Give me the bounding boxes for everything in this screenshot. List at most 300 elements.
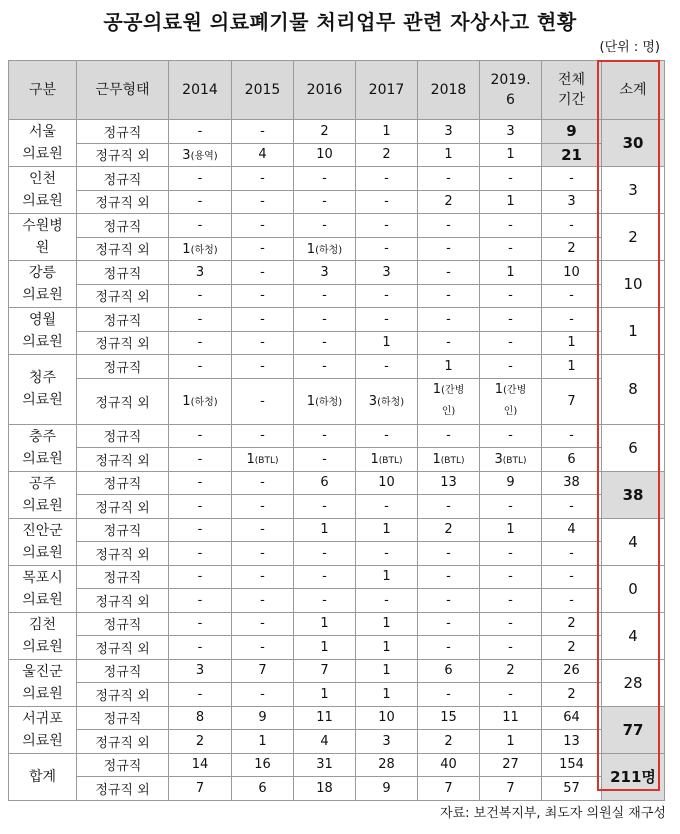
value-cell bbox=[294, 518, 356, 542]
cell-value: - bbox=[569, 569, 574, 585]
employment-type: 정규직 외 bbox=[77, 589, 169, 613]
value-cell bbox=[542, 261, 602, 285]
value-cell bbox=[169, 331, 232, 355]
cell-value: 3 bbox=[382, 733, 391, 749]
cell-value: - bbox=[260, 639, 265, 655]
value-cell bbox=[232, 542, 294, 566]
value-cell bbox=[294, 331, 356, 355]
value-cell bbox=[480, 471, 542, 495]
cell-value: - bbox=[446, 288, 451, 304]
cell-value: - bbox=[508, 335, 513, 351]
value-cell bbox=[169, 448, 232, 472]
cell-value: 1 bbox=[382, 663, 391, 679]
cell-value: - bbox=[508, 358, 513, 374]
cell-note: (하청) bbox=[190, 397, 218, 408]
value-cell bbox=[232, 565, 294, 589]
value-cell bbox=[294, 237, 356, 261]
cell-value: 7 bbox=[444, 780, 453, 796]
value-cell bbox=[294, 308, 356, 332]
value-cell bbox=[542, 518, 602, 542]
cell-value: 27 bbox=[502, 757, 519, 773]
value-cell bbox=[480, 237, 542, 261]
table-row bbox=[9, 753, 665, 777]
subtotal-cell: 28 bbox=[602, 659, 665, 706]
subtotal-cell: 8 bbox=[602, 355, 665, 425]
value-cell bbox=[232, 753, 294, 777]
value-cell bbox=[169, 753, 232, 777]
cell-value: 1 bbox=[567, 358, 576, 374]
page-title: 공공의료원 의료폐기물 처리업무 관련 자상사고 현황 bbox=[103, 10, 577, 34]
value-cell bbox=[542, 448, 602, 472]
value-cell bbox=[542, 589, 602, 613]
cell-value: - bbox=[197, 498, 203, 514]
subtotal-cell: 4 bbox=[602, 518, 665, 565]
value-cell bbox=[356, 378, 418, 424]
region-name: 서울 의료원 bbox=[9, 120, 77, 167]
cell-value: - bbox=[384, 170, 389, 186]
cell-value: - bbox=[260, 545, 265, 561]
value-cell bbox=[418, 448, 480, 472]
value-cell bbox=[356, 120, 418, 144]
value-cell bbox=[232, 636, 294, 660]
cell-value: - bbox=[508, 616, 513, 632]
cell-value: 7 bbox=[567, 393, 576, 409]
value-cell bbox=[232, 777, 294, 801]
value-cell bbox=[356, 683, 418, 707]
value-cell bbox=[232, 190, 294, 214]
value-cell bbox=[356, 261, 418, 285]
value-cell bbox=[418, 730, 480, 754]
subtotal-cell: 30 bbox=[602, 120, 665, 167]
cell-value: 6 bbox=[258, 780, 267, 796]
value-cell bbox=[169, 143, 232, 167]
table-row bbox=[9, 471, 665, 495]
cell-value: 9 bbox=[382, 780, 391, 796]
cell-value: 9 bbox=[258, 710, 267, 726]
cell-value: - bbox=[384, 241, 389, 257]
cell-value: 6 bbox=[320, 475, 329, 491]
cell-value: 3 bbox=[320, 264, 329, 280]
value-cell bbox=[542, 542, 602, 566]
table-row bbox=[9, 565, 665, 589]
value-cell bbox=[169, 706, 232, 730]
value-cell bbox=[232, 659, 294, 683]
employment-type: 정규직 외 bbox=[77, 143, 169, 167]
cell-value: 1 bbox=[182, 241, 191, 257]
value-cell bbox=[418, 753, 480, 777]
value-cell bbox=[232, 308, 294, 332]
value-cell bbox=[418, 331, 480, 355]
value-cell bbox=[542, 659, 602, 683]
cell-value: - bbox=[197, 686, 203, 702]
cell-value: 4 bbox=[320, 733, 329, 749]
cell-value: - bbox=[260, 123, 265, 139]
value-cell bbox=[232, 589, 294, 613]
cell-value: 1 bbox=[444, 358, 453, 374]
value-cell bbox=[542, 143, 602, 167]
subtotal-cell: 3 bbox=[602, 167, 665, 214]
value-cell bbox=[232, 495, 294, 519]
value-cell bbox=[356, 706, 418, 730]
cell-value: 1 bbox=[506, 194, 515, 210]
value-cell bbox=[169, 471, 232, 495]
value-cell bbox=[480, 214, 542, 238]
cell-value: - bbox=[508, 170, 513, 186]
cell-value: 1 bbox=[494, 382, 504, 397]
table-row bbox=[9, 331, 665, 355]
cell-value: - bbox=[446, 686, 451, 702]
region-name: 목포시 의료원 bbox=[9, 565, 77, 612]
cell-value: 1 bbox=[258, 733, 267, 749]
cell-value: - bbox=[260, 498, 265, 514]
value-cell bbox=[169, 424, 232, 448]
cell-value: - bbox=[322, 569, 327, 585]
cell-value: 7 bbox=[195, 780, 205, 796]
table-row bbox=[9, 659, 665, 683]
cell-value: 1 bbox=[382, 639, 391, 655]
region-name: 영월 의료원 bbox=[9, 308, 77, 355]
value-cell bbox=[232, 518, 294, 542]
table-row bbox=[9, 518, 665, 542]
cell-value: - bbox=[446, 170, 451, 186]
cell-value: - bbox=[508, 592, 513, 608]
cell-value: - bbox=[446, 311, 451, 327]
value-cell bbox=[294, 471, 356, 495]
value-cell bbox=[232, 706, 294, 730]
table-row bbox=[9, 495, 665, 519]
value-cell bbox=[294, 730, 356, 754]
value-cell bbox=[232, 471, 294, 495]
cell-value: 1 bbox=[182, 394, 191, 409]
value-cell bbox=[418, 167, 480, 191]
cell-value: - bbox=[569, 170, 574, 186]
value-cell bbox=[294, 284, 356, 308]
value-cell bbox=[480, 261, 542, 285]
cell-value: - bbox=[197, 335, 203, 351]
cell-value: 4 bbox=[258, 147, 267, 163]
cell-value: 3 bbox=[182, 147, 191, 163]
value-cell bbox=[418, 659, 480, 683]
value-cell bbox=[232, 683, 294, 707]
cell-value: - bbox=[260, 241, 265, 257]
cell-note: (간병 인) bbox=[441, 385, 465, 417]
value-cell bbox=[356, 612, 418, 636]
subtotal-cell: 2 bbox=[602, 214, 665, 261]
cell-value: 1 bbox=[382, 616, 391, 632]
employment-type: 정규직 외 bbox=[77, 777, 169, 801]
column-header: 구분 bbox=[9, 61, 77, 120]
cell-value: 1 bbox=[370, 451, 379, 467]
value-cell bbox=[480, 612, 542, 636]
employment-type: 정규직 bbox=[77, 706, 169, 730]
value-cell bbox=[169, 659, 232, 683]
value-cell bbox=[232, 424, 294, 448]
value-cell bbox=[356, 308, 418, 332]
cell-value: 1 bbox=[382, 335, 391, 351]
cell-value: - bbox=[322, 311, 327, 327]
value-cell bbox=[294, 214, 356, 238]
cell-value: 9 bbox=[566, 122, 577, 141]
value-cell bbox=[480, 331, 542, 355]
cell-value: 1 bbox=[320, 639, 329, 655]
value-cell bbox=[542, 565, 602, 589]
region-name: 청주 의료원 bbox=[9, 355, 77, 425]
cell-value: - bbox=[508, 217, 513, 233]
value-cell bbox=[232, 261, 294, 285]
cell-value: 2 bbox=[567, 639, 576, 655]
value-cell bbox=[294, 683, 356, 707]
cell-value: - bbox=[569, 288, 574, 304]
cell-value: 2 bbox=[320, 123, 329, 139]
value-cell bbox=[418, 589, 480, 613]
value-cell bbox=[542, 214, 602, 238]
value-cell bbox=[169, 565, 232, 589]
value-cell bbox=[542, 777, 602, 801]
cell-value: - bbox=[384, 194, 389, 210]
value-cell bbox=[418, 612, 480, 636]
value-cell bbox=[418, 706, 480, 730]
table-row bbox=[9, 214, 665, 238]
cell-note: (용역) bbox=[190, 150, 218, 162]
employment-type: 정규직 bbox=[77, 471, 169, 495]
cell-value: - bbox=[197, 522, 203, 538]
value-cell bbox=[232, 284, 294, 308]
cell-value: - bbox=[322, 335, 327, 351]
cell-value: - bbox=[260, 569, 265, 585]
column-header: 전체 기간 bbox=[542, 61, 602, 120]
cell-value: 2 bbox=[382, 147, 391, 163]
cell-value: 3 bbox=[444, 123, 453, 139]
cell-value: - bbox=[508, 569, 513, 585]
value-cell bbox=[294, 589, 356, 613]
value-cell bbox=[356, 565, 418, 589]
table-row bbox=[9, 589, 665, 613]
employment-type: 정규직 bbox=[77, 518, 169, 542]
cell-value: 2 bbox=[444, 522, 453, 538]
cell-value: - bbox=[508, 288, 513, 304]
value-cell bbox=[294, 495, 356, 519]
cell-value: - bbox=[260, 170, 265, 186]
value-cell bbox=[480, 495, 542, 519]
cell-value: - bbox=[197, 569, 203, 585]
value-cell bbox=[169, 612, 232, 636]
cell-note: (하청) bbox=[315, 397, 343, 408]
cell-value: - bbox=[446, 592, 451, 608]
value-cell bbox=[418, 378, 480, 424]
value-cell bbox=[169, 683, 232, 707]
cell-value: - bbox=[260, 288, 265, 304]
cell-value: - bbox=[197, 592, 203, 608]
cell-value: - bbox=[508, 545, 513, 561]
value-cell bbox=[232, 331, 294, 355]
cell-value: 10 bbox=[316, 147, 333, 163]
cell-value: 21 bbox=[561, 145, 582, 164]
value-cell bbox=[169, 284, 232, 308]
cell-value: 18 bbox=[316, 780, 333, 796]
column-header: 2016 bbox=[294, 61, 356, 120]
unit-label: (단위 : 명) bbox=[599, 40, 660, 55]
value-cell bbox=[418, 190, 480, 214]
table-row bbox=[9, 636, 665, 660]
value-cell bbox=[480, 589, 542, 613]
cell-value: 13 bbox=[563, 733, 580, 749]
employment-type: 정규직 bbox=[77, 120, 169, 144]
value-cell bbox=[480, 518, 542, 542]
cell-value: 154 bbox=[559, 757, 584, 773]
cell-value: - bbox=[569, 311, 574, 327]
cell-value: 1 bbox=[306, 394, 316, 409]
value-cell bbox=[418, 214, 480, 238]
cell-value: 38 bbox=[563, 475, 580, 491]
value-cell bbox=[356, 424, 418, 448]
cell-value: - bbox=[446, 569, 451, 585]
value-cell bbox=[542, 471, 602, 495]
value-cell bbox=[480, 448, 542, 472]
value-cell bbox=[232, 143, 294, 167]
cell-value: 3 bbox=[506, 123, 515, 139]
employment-type: 정규직 bbox=[77, 167, 169, 191]
cell-value: 3 bbox=[195, 264, 205, 280]
value-cell bbox=[418, 683, 480, 707]
cell-value: - bbox=[197, 217, 203, 233]
value-cell bbox=[356, 495, 418, 519]
value-cell bbox=[356, 636, 418, 660]
cell-value: - bbox=[260, 217, 265, 233]
cell-value: 11 bbox=[316, 710, 333, 726]
cell-note: (간병 인) bbox=[503, 385, 527, 417]
cell-value: 1 bbox=[506, 522, 515, 538]
cell-value: 1 bbox=[382, 569, 391, 585]
table-row bbox=[9, 730, 665, 754]
table-row bbox=[9, 190, 665, 214]
value-cell bbox=[232, 730, 294, 754]
cell-note: (하청) bbox=[377, 397, 405, 408]
value-cell bbox=[418, 777, 480, 801]
subtotal-cell: 211명 bbox=[602, 753, 665, 800]
value-cell bbox=[542, 355, 602, 379]
table-row bbox=[9, 261, 665, 285]
employment-type: 정규직 외 bbox=[77, 378, 169, 424]
value-cell bbox=[480, 636, 542, 660]
cell-value: 1 bbox=[382, 522, 391, 538]
cell-value: 3 bbox=[567, 194, 576, 210]
employment-type: 정규직 외 bbox=[77, 542, 169, 566]
subtotal-cell: 1 bbox=[602, 308, 665, 355]
cell-value: - bbox=[446, 545, 451, 561]
employment-type: 정규직 bbox=[77, 308, 169, 332]
cell-value: - bbox=[260, 194, 265, 210]
cell-value: 1 bbox=[320, 616, 329, 632]
cell-note: (하청) bbox=[190, 244, 218, 256]
header-row bbox=[9, 61, 665, 120]
value-cell bbox=[232, 378, 294, 424]
value-cell bbox=[480, 378, 542, 424]
value-cell bbox=[232, 167, 294, 191]
cell-value: - bbox=[446, 428, 451, 444]
region-name: 인천 의료원 bbox=[9, 167, 77, 214]
value-cell bbox=[480, 167, 542, 191]
cell-value: - bbox=[197, 194, 203, 210]
value-cell bbox=[356, 448, 418, 472]
value-cell bbox=[294, 143, 356, 167]
employment-type: 정규직 bbox=[77, 214, 169, 238]
value-cell bbox=[480, 565, 542, 589]
cell-value: - bbox=[197, 288, 203, 304]
cell-note: (BTL) bbox=[378, 455, 403, 466]
value-cell bbox=[542, 120, 602, 144]
cell-value: - bbox=[260, 311, 265, 327]
cell-value: 1 bbox=[506, 264, 515, 280]
cell-value: 2 bbox=[506, 663, 515, 679]
value-cell bbox=[294, 190, 356, 214]
cell-value: 2 bbox=[444, 194, 453, 210]
cell-note: (BTL) bbox=[440, 455, 465, 466]
cell-value: 10 bbox=[563, 264, 580, 280]
value-cell bbox=[418, 471, 480, 495]
value-cell bbox=[294, 777, 356, 801]
value-cell bbox=[356, 190, 418, 214]
table-row bbox=[9, 120, 665, 144]
subtotal-cell: 10 bbox=[602, 261, 665, 308]
value-cell bbox=[169, 355, 232, 379]
column-header: 2018 bbox=[418, 61, 480, 120]
value-cell bbox=[169, 589, 232, 613]
value-cell bbox=[356, 471, 418, 495]
cell-value: 3 bbox=[195, 663, 205, 679]
value-cell bbox=[169, 261, 232, 285]
cell-value: - bbox=[508, 686, 513, 702]
value-cell bbox=[294, 378, 356, 424]
table-row bbox=[9, 378, 665, 424]
cell-value: 16 bbox=[254, 757, 271, 773]
cell-value: - bbox=[384, 358, 389, 374]
cell-value: 1 bbox=[320, 686, 329, 702]
subtotal-cell: 0 bbox=[602, 565, 665, 612]
subtotal-cell: 6 bbox=[602, 424, 665, 471]
value-cell bbox=[169, 777, 232, 801]
value-cell bbox=[356, 214, 418, 238]
table-row bbox=[9, 706, 665, 730]
cell-value: - bbox=[322, 170, 327, 186]
cell-value: 2 bbox=[567, 686, 576, 702]
value-cell bbox=[480, 753, 542, 777]
cell-value: - bbox=[260, 264, 265, 280]
value-cell bbox=[356, 167, 418, 191]
value-cell bbox=[294, 612, 356, 636]
value-cell bbox=[480, 706, 542, 730]
value-cell bbox=[356, 777, 418, 801]
value-cell bbox=[418, 284, 480, 308]
region-name: 울진군 의료원 bbox=[9, 659, 77, 706]
subtotal-cell: 38 bbox=[602, 471, 665, 518]
cell-value: 7 bbox=[320, 663, 329, 679]
value-cell bbox=[169, 495, 232, 519]
table-row bbox=[9, 167, 665, 191]
value-cell bbox=[480, 308, 542, 332]
employment-type: 정규직 bbox=[77, 565, 169, 589]
cell-value: 57 bbox=[563, 780, 580, 796]
employment-type: 정규직 bbox=[77, 424, 169, 448]
cell-value: 1 bbox=[382, 686, 391, 702]
subtotal-cell: 77 bbox=[602, 706, 665, 753]
table-row bbox=[9, 424, 665, 448]
value-cell bbox=[418, 120, 480, 144]
cell-value: - bbox=[260, 475, 265, 491]
cell-value: - bbox=[260, 335, 265, 351]
value-cell bbox=[418, 355, 480, 379]
cell-value: - bbox=[508, 639, 513, 655]
cell-value: 3 bbox=[382, 264, 391, 280]
